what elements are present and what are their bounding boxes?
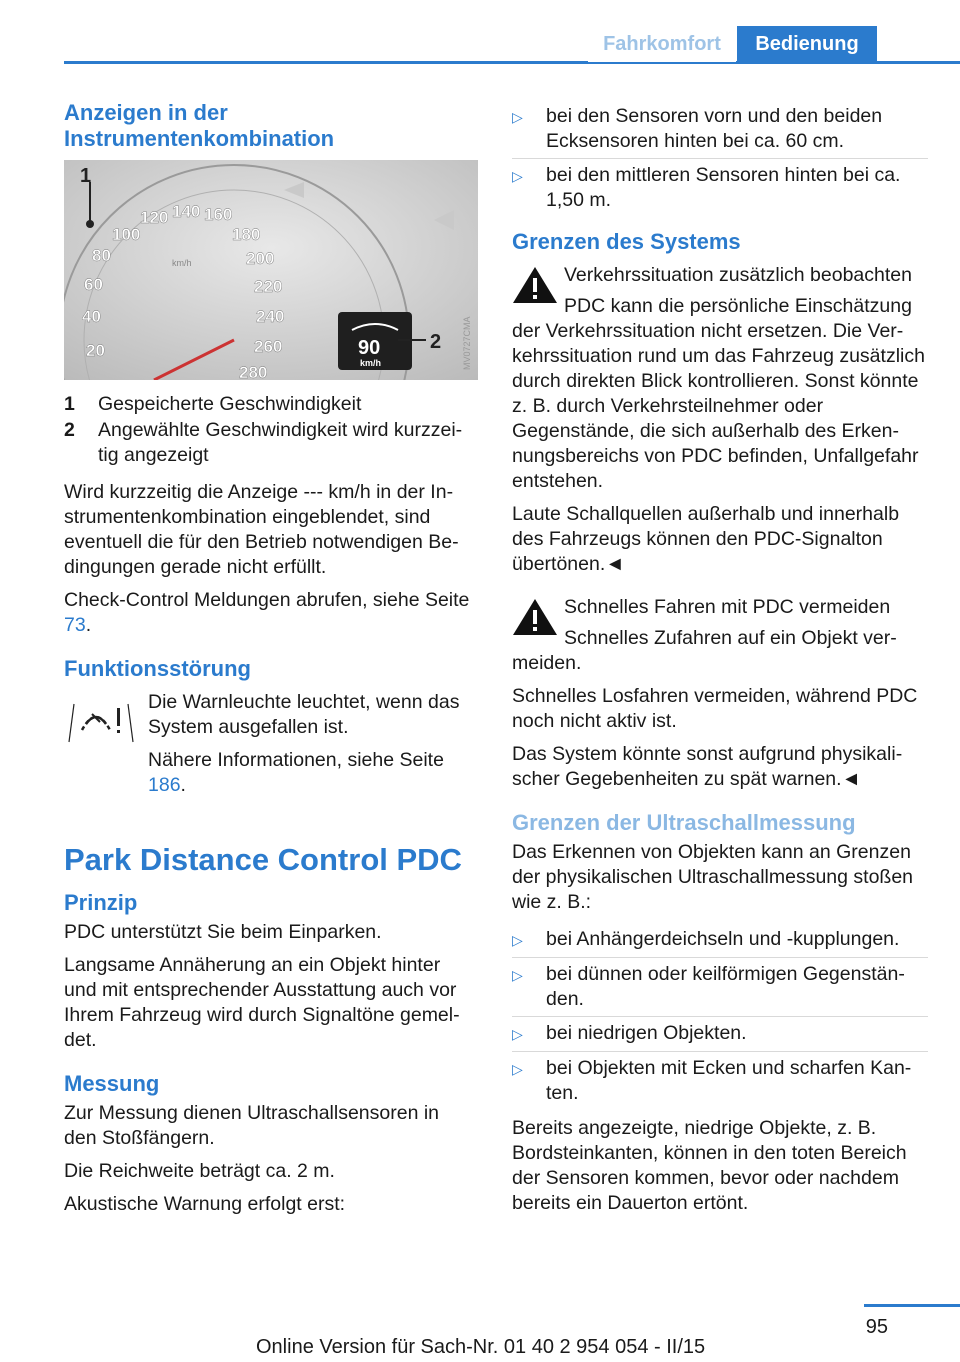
- svg-text:160: 160: [204, 205, 233, 224]
- list-item: [512, 957, 928, 1016]
- selected-speed-unit: km/h: [360, 358, 382, 368]
- period: .: [180, 774, 186, 796]
- svg-text:80: 80: [92, 246, 111, 265]
- callout-1: 1: [80, 165, 92, 187]
- heading-grenzen-systems: Grenzen des Systems: [512, 229, 741, 254]
- warning-2-paragraph-3: Das System könnte sonst aufgrund physikalischer Gegebenheiten zu spät warnen.◄: [512, 743, 903, 790]
- warning-triangle-icon: [512, 265, 558, 305]
- final-paragraph: Bereits angezeigte, niedrige Objekte, z. B. Bordsteinkanten, können in den toten Bereich der Sensoren kommen, bevor oder nachdem bereits ein Dauerton ertönt.: [512, 1117, 907, 1214]
- legend-item-1: [64, 392, 476, 417]
- page-link-186[interactable]: 186: [148, 774, 181, 796]
- prinzip-text-1: PDC unterstützt Sie beim Einparken.: [64, 921, 382, 943]
- messung-text-1: Zur Messung dienen Ultraschallsensoren in den Stoßfängern.: [64, 1102, 440, 1149]
- footer-version-text: Online Version für Sach-Nr. 01 40 2 954 054 - II/15: [256, 1336, 706, 1358]
- triangle-bullet-icon: ▷: [512, 168, 523, 184]
- tab-bedienung[interactable]: Bedienung: [737, 26, 877, 62]
- page-link-73[interactable]: 73: [64, 614, 86, 636]
- list-item-text: bei Objekten mit Ecken und scharfen Kanten.: [546, 1057, 912, 1104]
- prinzip-text-2: Langsame Annäherung an ein Objekt hinter und mit entsprechender Ausstattung auch vor Ihrem Fahrzeug wird durch Signaltöne gemeldet.: [64, 954, 460, 1051]
- period: .: [85, 614, 92, 636]
- heading-prinzip: Prinzip: [64, 890, 138, 915]
- heading-funktionsstoerung: Funktionsstörung: [64, 656, 251, 681]
- warning-1-title: Verkehrssituation zusätzlich beobachten: [564, 264, 912, 286]
- heading-pdc: Park Distance Control PDC: [64, 842, 462, 877]
- warning-2-text: Schnelles Zufahren auf ein Objekt vermeiden.: [512, 627, 897, 674]
- list-item-text: bei niedrigen Objekten.: [546, 1022, 747, 1044]
- list-item-text: bei den Sensoren vorn und den beiden Ecksensoren hinten bei ca. 60 cm.: [546, 105, 883, 152]
- fault-more-info: [64, 748, 476, 798]
- svg-text:200: 200: [246, 249, 275, 268]
- triangle-bullet-icon: ▷: [512, 1026, 523, 1042]
- list-item: [512, 1051, 928, 1110]
- check-control-text: Check-Control Meldungen abrufen, siehe Seite: [64, 589, 470, 611]
- legend-text: Angewählte Geschwindigkeit wird kurzzeitig angezeigt: [98, 419, 463, 466]
- left-column: [64, 100, 476, 1225]
- gauge-unit-label: km/h: [172, 258, 192, 268]
- warning-2-paragraph-2: Schnelles Losfahren vermeiden, während PDC noch nicht aktiv ist.: [512, 685, 918, 732]
- warning-1-paragraph-2: Laute Schallquellen außerhalb und innerhalb des Fahrzeugs können den PDC-Signalton übertönen.◄: [512, 503, 900, 575]
- triangle-bullet-icon: ▷: [512, 967, 523, 983]
- legend-number: 1: [64, 393, 75, 415]
- messung-text-3: Akustische Warnung erfolgt erst:: [64, 1193, 346, 1215]
- fault-more-text: Nähere Informationen, siehe Seite: [148, 749, 444, 771]
- svg-text:20: 20: [86, 341, 105, 360]
- messung-text-2: Die Reichweite beträgt ca. 2 m.: [64, 1160, 335, 1182]
- tab-fahrkomfort[interactable]: Fahrkomfort: [588, 26, 736, 62]
- ultra-intro: Das Erkennen von Objekten kann an Grenzen der physikalischen Ultraschallmessung stoßen wie z. B.:: [512, 841, 914, 913]
- svg-text:220: 220: [254, 277, 283, 296]
- warning-block-2: [512, 595, 928, 620]
- triangle-bullet-icon: ▷: [512, 109, 523, 125]
- svg-text:60: 60: [84, 275, 103, 294]
- legend-item-2: [64, 418, 476, 468]
- svg-text:260: 260: [254, 337, 283, 356]
- instrument-cluster-figure: [64, 160, 478, 380]
- right-column: [512, 100, 928, 1224]
- svg-text:280: 280: [239, 363, 268, 380]
- svg-text:240: 240: [256, 307, 285, 326]
- triangle-bullet-icon: ▷: [512, 932, 523, 948]
- legend-text: Gespeicherte Geschwindigkeit: [98, 393, 362, 415]
- page-number: 95: [865, 1316, 888, 1338]
- list-item-text: bei den mittleren Sensoren hinten bei ca. 1,50 m.: [546, 164, 901, 211]
- list-item: [512, 923, 928, 957]
- svg-text:100: 100: [112, 225, 141, 244]
- heading-grenzen-ultraschall: Grenzen der Ultraschallmessung: [512, 810, 856, 835]
- pdc-warning-lamp-icon: [64, 700, 138, 744]
- svg-text:40: 40: [82, 307, 101, 326]
- legend-number: 2: [64, 419, 75, 441]
- section-title-anzeigen: Anzeigen in der Instrumentenkombination: [64, 100, 335, 151]
- warning-2-title: Schnelles Fahren mit PDC vermeiden: [564, 596, 891, 618]
- list-item: [512, 158, 928, 217]
- footer-rule: [864, 1304, 960, 1307]
- fault-text: Die Warnleuchte leuchtet, wenn das System ausgefallen ist.: [148, 691, 460, 738]
- callout-2: 2: [430, 331, 442, 353]
- svg-text:180: 180: [232, 225, 261, 244]
- svg-text:120: 120: [140, 208, 169, 227]
- warning-block-1: [512, 263, 928, 288]
- paragraph-check-control: [64, 588, 476, 638]
- selected-speed: 90: [358, 337, 381, 359]
- heading-messung: Messung: [64, 1071, 160, 1096]
- figure-watermark: MV0727CMA: [462, 316, 472, 370]
- triangle-bullet-icon: ▷: [512, 1061, 523, 1077]
- list-item: [512, 100, 928, 158]
- svg-text:140: 140: [172, 202, 201, 221]
- warning-triangle-icon: [512, 597, 558, 637]
- list-item-text: bei dünnen oder keilförmigen Gegenständen.: [546, 963, 905, 1010]
- warning-1-text: PDC kann die persönliche Einschätzung der Verkehrssituation nicht ersetzen. Die Verkehrssituation rund um das Fahrzeug zusätzlich durch direkten Blick kontrollieren. Sonst könnte z. B. durch Verkehrsteilnehmer oder Gegenstände, die sich außerhalb des Erkennungsbereichs von PDC befinden, Unfallgefahr entstehen.: [512, 295, 925, 492]
- list-item: [512, 1016, 928, 1051]
- list-item-text: bei Anhängerdeichseln und -kupplungen.: [546, 928, 900, 950]
- paragraph-anzeige: Wird kurzzeitig die Anzeige --- km/h in der Instrumentenkombination eingeblendet, sind eventuell die für den Betrieb notwendigen Bedingungen gerade nicht erfüllt.: [64, 481, 459, 578]
- fault-block: [64, 690, 476, 798]
